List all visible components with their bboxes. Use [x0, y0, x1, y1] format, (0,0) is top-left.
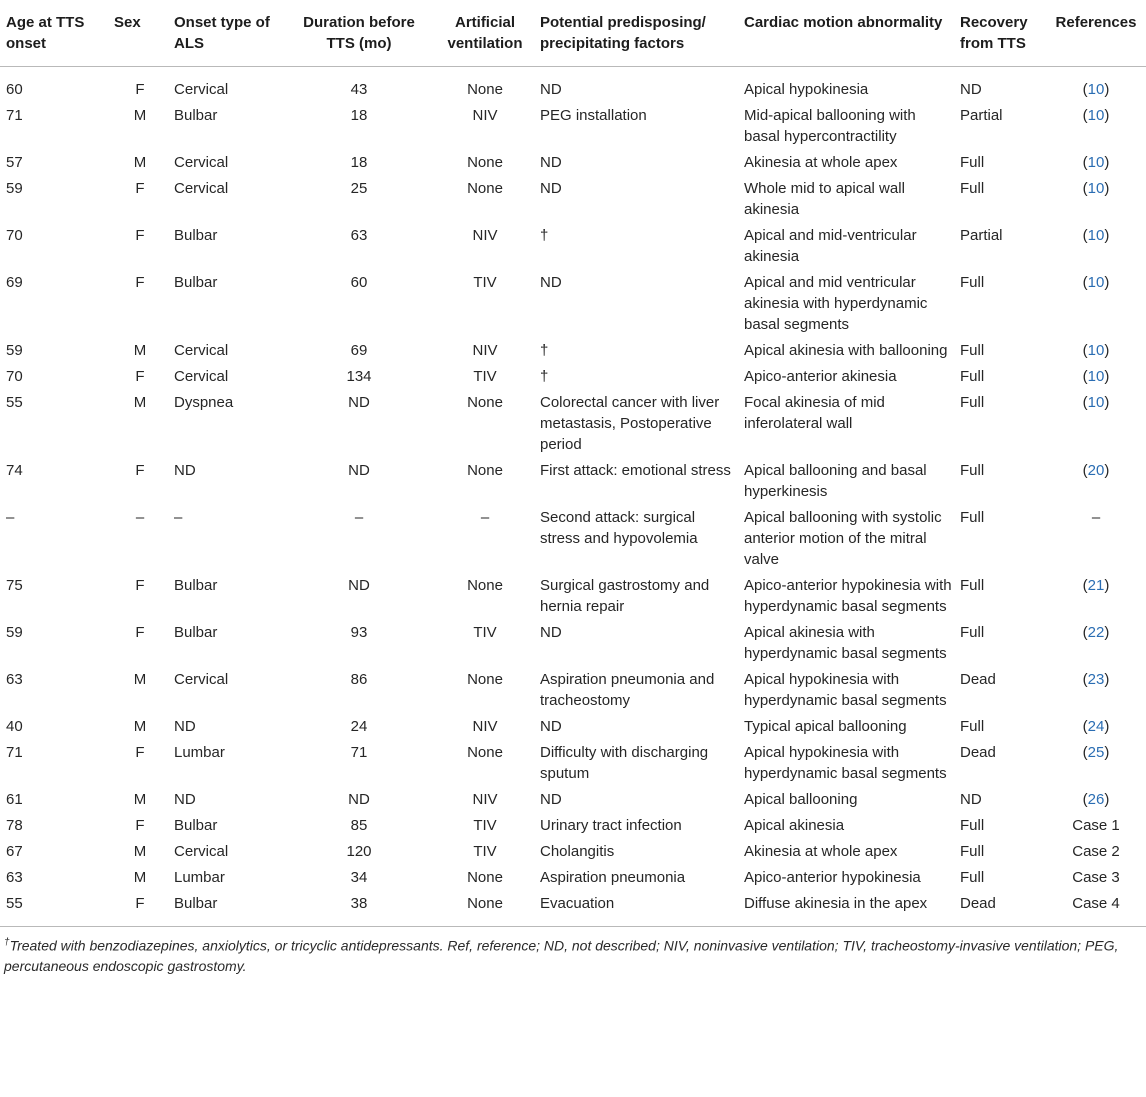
cell-age: –: [6, 509, 15, 526]
cell-recovery: Dead: [960, 744, 996, 761]
cell-factors: Second attack: surgical stress and hypovolemia: [540, 509, 698, 547]
cell-age: 60: [6, 81, 23, 98]
table-row: [0, 149, 1146, 175]
header-ventilation: Artificial ventilation: [432, 0, 534, 67]
reference-link[interactable]: 22: [1087, 624, 1105, 641]
cell-recovery: Full: [960, 869, 985, 886]
cell-cardiac: Apical ballooning with systolic anterior motion of the mitral valve: [744, 509, 942, 568]
cell-recovery: Partial: [960, 107, 1003, 124]
cell-onset: Bulbar: [174, 274, 218, 291]
cell-onset: Bulbar: [174, 624, 218, 641]
cell-duration: 120: [346, 843, 372, 860]
reference-paren-open: (: [1082, 107, 1088, 124]
cell-cardiac: Whole mid to apical wall akinesia: [744, 180, 905, 218]
reference-paren-open: (: [1082, 180, 1088, 197]
table-row: [0, 269, 1146, 337]
cell-duration: 93: [350, 624, 368, 641]
reference-link[interactable]: 10: [1087, 154, 1105, 171]
cell-reference: [1042, 864, 1146, 890]
reference-paren-open: (: [1082, 462, 1088, 479]
table-footnote: [0, 927, 1146, 976]
cell-age: 61: [6, 791, 23, 808]
cell-ventilation: None: [467, 577, 503, 594]
cell-duration: 69: [350, 342, 368, 359]
cell-age: 57: [6, 154, 23, 171]
table-body: [0, 67, 1146, 927]
cell-reference: [1042, 102, 1146, 149]
cell-onset: Lumbar: [174, 869, 225, 886]
cell-age: 59: [6, 342, 23, 359]
cell-ventilation: None: [467, 154, 503, 171]
cell-sex: F: [135, 462, 145, 479]
reference-paren-close: ): [1104, 274, 1110, 291]
cell-factors: ND: [540, 154, 562, 171]
reference-paren-open: (: [1082, 227, 1088, 244]
reference-paren-open: (: [1082, 791, 1088, 808]
cell-onset: ND: [174, 718, 196, 735]
cell-onset: Bulbar: [168, 890, 282, 927]
cell-duration: 34: [350, 869, 368, 886]
reference-paren-open: (: [1082, 624, 1088, 641]
cell-sex: M: [133, 718, 147, 735]
table-row: [0, 890, 1146, 927]
cell-cardiac: Apico-anterior akinesia: [744, 368, 897, 385]
cell-factors: †: [540, 227, 549, 244]
header-recovery: Recovery from TTS: [954, 0, 1042, 67]
cell-onset: Bulbar: [174, 577, 218, 594]
reference-label: –: [1091, 509, 1101, 526]
cell-onset: Cervical: [174, 671, 229, 688]
header-sex: Sex: [108, 0, 168, 67]
cell-onset: Lumbar: [174, 744, 225, 761]
cell-duration: ND: [348, 394, 370, 411]
reference-paren-open: (: [1082, 342, 1088, 359]
cell-duration: ND: [348, 791, 370, 808]
cell-factors: Difficulty with discharging sputum: [540, 744, 709, 782]
cell-factors: PEG installation: [540, 107, 647, 124]
reference-paren-open: (: [1082, 671, 1088, 688]
cell-sex: F: [135, 744, 145, 761]
cell-ventilation: NIV: [472, 107, 498, 124]
cell-factors: Aspiration pneumonia and tracheostomy: [540, 671, 715, 709]
cell-recovery: Full: [960, 342, 985, 359]
reference-paren-close: ): [1104, 718, 1110, 735]
cell-duration: 71: [350, 744, 368, 761]
cell-sex: F: [135, 274, 145, 291]
cell-age: 67: [6, 843, 23, 860]
reference-link[interactable]: 25: [1087, 744, 1105, 761]
cell-age: 74: [6, 462, 23, 479]
cell-ventilation: NIV: [472, 718, 498, 735]
cell-recovery: Full: [960, 718, 985, 735]
cell-ventilation: None: [467, 81, 503, 98]
reference-link[interactable]: 26: [1087, 791, 1105, 808]
cell-age: 70: [6, 227, 23, 244]
cell-cardiac: Apical ballooning: [744, 791, 858, 808]
cell-factors: ND: [540, 624, 562, 641]
cell-sex: F: [135, 227, 145, 244]
cell-recovery: ND: [960, 791, 982, 808]
reference-paren-close: ): [1104, 81, 1110, 98]
cell-ventilation: None: [467, 671, 503, 688]
cell-age: 70: [6, 368, 23, 385]
cell-cardiac: Apical and mid ventricular akinesia with hyperdynamic basal segments: [744, 274, 928, 333]
table-row: [0, 222, 1146, 269]
header-onset-type: Onset type of ALS: [168, 0, 282, 67]
cell-age: 71: [6, 744, 23, 761]
cell-recovery: Full: [960, 843, 985, 860]
reference-paren-open: (: [1082, 81, 1088, 98]
cell-onset: Cervical: [174, 180, 229, 197]
table-row: [0, 457, 1146, 504]
footnote-dagger: †: [4, 937, 10, 948]
cell-ventilation: None: [467, 180, 503, 197]
reference-link[interactable]: 23: [1087, 671, 1105, 688]
reference-link[interactable]: 10: [1087, 227, 1105, 244]
cell-cardiac: Apico-anterior hypokinesia with hyperdynamic basal segments: [744, 577, 952, 615]
reference-link[interactable]: 10: [1087, 180, 1105, 197]
cell-sex: M: [133, 671, 147, 688]
cell-reference: [1042, 890, 1146, 927]
cell-sex: M: [133, 843, 147, 860]
reference-paren-open: (: [1082, 154, 1088, 171]
reference-paren-open: (: [1082, 274, 1088, 291]
cell-duration: 86: [350, 671, 368, 688]
cell-duration: 38: [282, 890, 432, 927]
cell-cardiac: Apical hypokinesia with hyperdynamic basal segments: [744, 744, 947, 782]
cell-factors: ND: [540, 791, 562, 808]
cell-factors: Cholangitis: [540, 843, 615, 860]
reference-link[interactable]: 20: [1087, 462, 1105, 479]
reference-label: Case 3: [1072, 869, 1120, 886]
table-row: [0, 666, 1146, 713]
cell-ventilation: None: [432, 890, 534, 927]
cell-cardiac: Akinesia at whole apex: [744, 154, 898, 171]
table-row: [0, 67, 1146, 103]
cell-factors: †: [540, 342, 549, 359]
cell-reference: [1042, 337, 1146, 363]
cell-age: 78: [6, 817, 23, 834]
cell-factors: Surgical gastrostomy and hernia repair: [540, 577, 710, 615]
cell-recovery: Full: [960, 624, 985, 641]
cell-cardiac: Apical akinesia: [744, 817, 845, 834]
cell-reference: [1042, 666, 1146, 713]
cell-onset: Bulbar: [174, 227, 218, 244]
cell-sex: F: [135, 368, 145, 385]
header-factors: Potential predisposing/ precipitating factors: [534, 0, 738, 67]
cell-recovery: Dead: [954, 890, 1042, 927]
cell-factors: Urinary tract infection: [540, 817, 682, 834]
table-row: [0, 337, 1146, 363]
reference-link[interactable]: 10: [1087, 274, 1105, 291]
cell-factors: †: [540, 368, 549, 385]
header-references: References: [1042, 0, 1146, 67]
header-age: Age at TTS onset: [0, 0, 108, 67]
cell-age: 59: [6, 180, 23, 197]
reference-paren-close: ): [1104, 394, 1110, 411]
cell-sex: M: [133, 791, 147, 808]
cell-duration: 134: [346, 368, 372, 385]
cell-factors: Evacuation: [534, 890, 738, 927]
cell-reference: [1042, 713, 1146, 739]
cell-duration: 85: [350, 817, 368, 834]
cell-duration: 25: [350, 180, 368, 197]
cell-reference: [1042, 389, 1146, 457]
reference-link[interactable]: 21: [1087, 577, 1105, 594]
cell-sex: F: [135, 81, 145, 98]
cell-cardiac: Apical hypokinesia with hyperdynamic basal segments: [744, 671, 947, 709]
cell-cardiac: Apical akinesia with hyperdynamic basal segments: [744, 624, 947, 662]
cell-age: 55: [6, 394, 23, 411]
cell-reference: [1042, 812, 1146, 838]
cell-onset: ND: [174, 791, 196, 808]
cell-duration: 24: [350, 718, 368, 735]
cell-recovery: ND: [960, 81, 982, 98]
cell-ventilation: TIV: [473, 368, 497, 385]
cell-duration: –: [354, 509, 364, 526]
table-row: [0, 363, 1146, 389]
table-row: [0, 812, 1146, 838]
table-row: [0, 175, 1146, 222]
cell-reference: [1042, 457, 1146, 504]
cell-cardiac: Apical akinesia with ballooning: [744, 342, 948, 359]
reference-paren-close: ): [1104, 462, 1110, 479]
cell-age: 75: [6, 577, 23, 594]
cell-duration: 18: [350, 154, 368, 171]
cell-cardiac: Akinesia at whole apex: [744, 843, 898, 860]
reference-link[interactable]: 10: [1087, 342, 1105, 359]
reference-label: Case 4: [1072, 895, 1120, 912]
cell-onset: –: [174, 509, 183, 526]
cell-sex: F: [135, 180, 145, 197]
table-row: [0, 713, 1146, 739]
cell-recovery: Full: [960, 274, 985, 291]
reference-paren-close: ): [1104, 671, 1110, 688]
cell-sex: M: [133, 342, 147, 359]
cell-age: 71: [6, 107, 23, 124]
reference-link[interactable]: 10: [1087, 81, 1105, 98]
cell-duration: 18: [350, 107, 368, 124]
cell-onset: Cervical: [174, 81, 229, 98]
cell-age: 55: [0, 890, 108, 927]
cell-ventilation: TIV: [473, 274, 497, 291]
cell-cardiac: Apical and mid-ventricular akinesia: [744, 227, 917, 265]
cell-factors: ND: [540, 180, 562, 197]
table-row: [0, 786, 1146, 812]
reference-label: Case 2: [1072, 843, 1120, 860]
cell-onset: ND: [174, 462, 196, 479]
cell-sex: F: [135, 577, 145, 594]
table-row: [0, 619, 1146, 666]
cell-onset: Bulbar: [174, 817, 218, 834]
cell-recovery: Full: [960, 817, 985, 834]
cell-reference: [1042, 363, 1146, 389]
cell-sex: F: [108, 890, 168, 927]
cell-cardiac: Apico-anterior hypokinesia: [744, 869, 921, 886]
cell-duration: 63: [350, 227, 368, 244]
reference-link[interactable]: 10: [1087, 368, 1105, 385]
cell-onset: Cervical: [174, 154, 229, 171]
cell-cardiac: Typical apical ballooning: [744, 718, 907, 735]
table-row: [0, 102, 1146, 149]
cell-reference: [1042, 269, 1146, 337]
cell-onset: Cervical: [174, 342, 229, 359]
cell-recovery: Full: [960, 394, 985, 411]
cell-factors: ND: [540, 718, 562, 735]
cell-age: 69: [6, 274, 23, 291]
table-row: [0, 389, 1146, 457]
cell-recovery: Full: [960, 180, 985, 197]
reference-paren-close: ): [1104, 342, 1110, 359]
reference-paren-close: ): [1104, 791, 1110, 808]
cell-sex: M: [133, 107, 147, 124]
cell-duration: 43: [350, 81, 368, 98]
cell-age: 63: [6, 869, 23, 886]
cell-cardiac: Mid-apical ballooning with basal hypercontractility: [744, 107, 916, 145]
reference-paren-close: ): [1104, 107, 1110, 124]
reference-link[interactable]: 24: [1087, 718, 1105, 735]
cell-factors: ND: [540, 81, 562, 98]
cell-age: 40: [6, 718, 23, 735]
cell-ventilation: None: [467, 394, 503, 411]
cell-sex: M: [133, 869, 147, 886]
cell-onset: Dyspnea: [174, 394, 234, 411]
table-row: [0, 739, 1146, 786]
reference-link[interactable]: 10: [1087, 394, 1105, 411]
reference-paren-open: (: [1082, 368, 1088, 385]
cell-reference: [1042, 222, 1146, 269]
cell-age: 59: [6, 624, 23, 641]
cell-ventilation: –: [480, 509, 490, 526]
header-cardiac: Cardiac motion abnormality: [738, 0, 954, 67]
reference-paren-close: ): [1104, 744, 1110, 761]
table-row: [0, 572, 1146, 619]
cell-cardiac: Apical ballooning and basal hyperkinesis: [744, 462, 927, 500]
cell-reference: [1042, 149, 1146, 175]
table-row: [0, 838, 1146, 864]
cell-reference: [1042, 572, 1146, 619]
reference-paren-close: ): [1104, 624, 1110, 641]
cell-sex: –: [135, 509, 145, 526]
cell-sex: F: [135, 817, 145, 834]
cell-duration: 60: [350, 274, 368, 291]
cell-ventilation: NIV: [472, 227, 498, 244]
cell-reference: [1042, 175, 1146, 222]
cell-recovery: Dead: [960, 671, 996, 688]
cell-reference: [1042, 67, 1146, 103]
cell-sex: F: [135, 624, 145, 641]
cell-reference: [1042, 619, 1146, 666]
reference-paren-open: (: [1082, 394, 1088, 411]
cell-cardiac: Apical hypokinesia: [744, 81, 869, 98]
reference-paren-open: (: [1082, 718, 1088, 735]
reference-paren-open: (: [1082, 744, 1088, 761]
cell-ventilation: None: [467, 744, 503, 761]
reference-label: Case 1: [1072, 817, 1120, 834]
cell-ventilation: None: [467, 462, 503, 479]
header-row: [0, 0, 1146, 67]
cell-ventilation: NIV: [472, 791, 498, 808]
cell-sex: M: [133, 154, 147, 171]
cell-cardiac: Focal akinesia of mid inferolateral wall: [744, 394, 885, 432]
reference-paren-close: ): [1104, 227, 1110, 244]
cell-onset: Cervical: [174, 843, 229, 860]
cell-recovery: Full: [960, 154, 985, 171]
cell-age: 63: [6, 671, 23, 688]
header-duration: Duration before TTS (mo): [282, 0, 432, 67]
reference-paren-open: (: [1082, 577, 1088, 594]
cell-recovery: Full: [960, 509, 985, 526]
cell-sex: M: [133, 394, 147, 411]
table-row: [0, 504, 1146, 572]
cell-recovery: Full: [960, 462, 985, 479]
cell-ventilation: TIV: [473, 817, 497, 834]
reference-paren-close: ): [1104, 180, 1110, 197]
reference-link[interactable]: 10: [1087, 107, 1105, 124]
cell-reference: [1042, 504, 1146, 572]
cell-recovery: Full: [960, 368, 985, 385]
reference-paren-close: ): [1104, 577, 1110, 594]
cell-duration: ND: [348, 577, 370, 594]
cell-ventilation: NIV: [472, 342, 498, 359]
cell-duration: ND: [348, 462, 370, 479]
cell-ventilation: None: [467, 869, 503, 886]
cell-recovery: Partial: [960, 227, 1003, 244]
cell-factors: Colorectal cancer with liver metastasis, Postoperative period: [540, 394, 720, 453]
table-row: [0, 864, 1146, 890]
cell-factors: ND: [540, 274, 562, 291]
cell-reference: [1042, 786, 1146, 812]
cell-ventilation: TIV: [473, 843, 497, 860]
reference-paren-close: ): [1104, 154, 1110, 171]
cell-cardiac: Diffuse akinesia in the apex: [738, 890, 954, 927]
cell-ventilation: TIV: [473, 624, 497, 641]
cell-reference: [1042, 739, 1146, 786]
cell-factors: First attack: emotional stress: [540, 462, 731, 479]
cell-onset: Bulbar: [174, 107, 218, 124]
cell-onset: Cervical: [174, 368, 229, 385]
reference-paren-close: ): [1104, 368, 1110, 385]
cell-factors: Aspiration pneumonia: [540, 869, 686, 886]
footnote-text: Treated with benzodiazepines, anxiolytics, or tricyclic antidepressants. Ref, reference; ND, not described; NIV, noninvasive ventilation; TIV, tracheostomy-invasive ventilation; PEG, percutaneous endoscopic gastrostomy.: [4, 937, 1119, 974]
cell-recovery: Full: [960, 577, 985, 594]
cell-reference: [1042, 838, 1146, 864]
